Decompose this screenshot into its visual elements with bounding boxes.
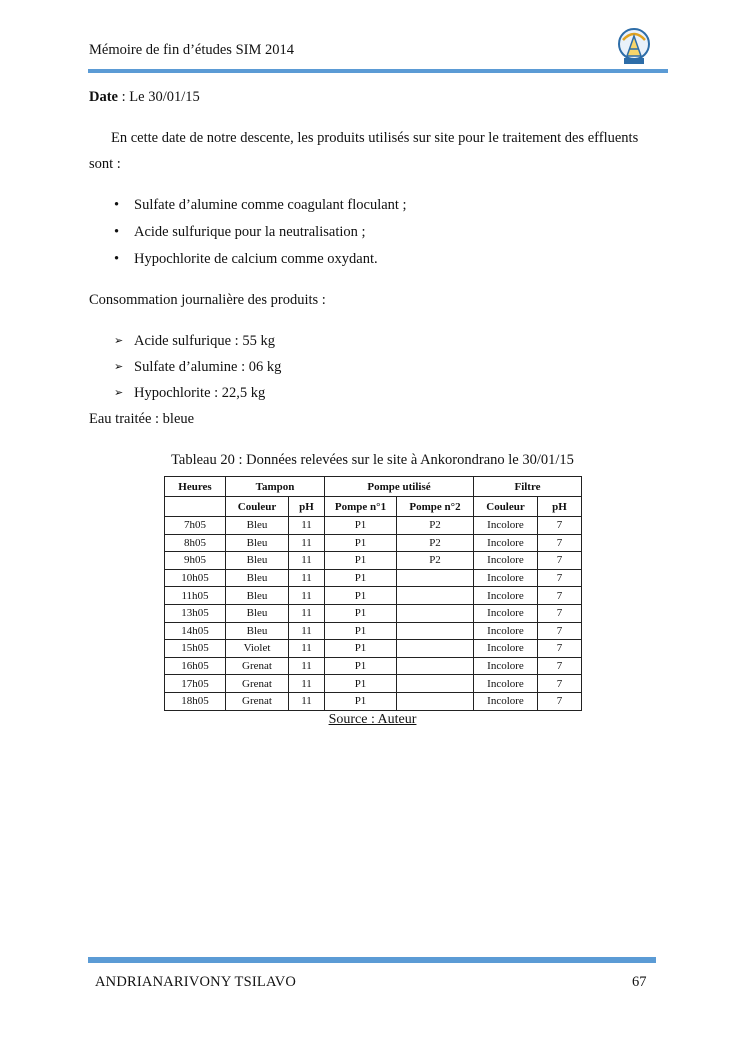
cell-filtre-ph: 7: [538, 692, 582, 710]
table-row: [165, 534, 582, 552]
cell-tampon-ph: 11: [289, 534, 325, 552]
cell-pompe1: P1: [325, 675, 397, 693]
cell-heure: 8h05: [165, 534, 226, 552]
university-crest-icon: [615, 26, 653, 68]
table-row: [165, 675, 582, 693]
product-text: Hypochlorite de calcium comme oxydant.: [134, 251, 378, 267]
intro-line-2: sont :: [89, 156, 121, 172]
cell-pompe2: [397, 622, 474, 640]
header-pompe1: Pompe n°1: [325, 497, 397, 517]
cell-heure: 14h05: [165, 622, 226, 640]
cell-pompe2: [397, 692, 474, 710]
table-row: [165, 692, 582, 710]
cell-tampon-couleur: Grenat: [226, 692, 289, 710]
cell-filtre-couleur: Incolore: [474, 640, 538, 658]
header-filtre-couleur: Couleur: [474, 497, 538, 517]
header-filtre-ph: pH: [538, 497, 582, 517]
cell-pompe1: P1: [325, 657, 397, 675]
cell-heure: 9h05: [165, 552, 226, 570]
cell-tampon-couleur: Grenat: [226, 675, 289, 693]
table-caption-text: Tableau 20 : Données relevées sur le site à Ankorondrano le 30/01/15: [171, 452, 574, 468]
cell-pompe1: P1: [325, 552, 397, 570]
consumption-item: [114, 385, 265, 402]
cell-filtre-couleur: Incolore: [474, 569, 538, 587]
consumption-text: Sulfate d’alumine : 06 kg: [134, 359, 282, 375]
header-heures: Heures: [165, 477, 226, 497]
table-group-header-row: [165, 477, 582, 497]
footer-author: ANDRIANARIVONY TSILAVO: [95, 974, 297, 990]
cell-filtre-ph: 7: [538, 604, 582, 622]
cell-filtre-ph: 7: [538, 569, 582, 587]
header-ph: pH: [289, 497, 325, 517]
cell-heure: 7h05: [165, 517, 226, 535]
bullet-dot-icon: •: [114, 251, 120, 267]
cell-filtre-couleur: Incolore: [474, 604, 538, 622]
cell-filtre-couleur: Incolore: [474, 534, 538, 552]
header-rule: [88, 69, 668, 73]
footer-rule: [88, 957, 656, 963]
cell-heure: 16h05: [165, 657, 226, 675]
date-line: [89, 89, 200, 106]
cell-tampon-couleur: Bleu: [226, 517, 289, 535]
cell-filtre-couleur: Incolore: [474, 657, 538, 675]
table-row: [165, 517, 582, 535]
cell-pompe1: P1: [325, 692, 397, 710]
cell-tampon-ph: 11: [289, 692, 325, 710]
cell-tampon-couleur: Bleu: [226, 534, 289, 552]
cell-tampon-couleur: Grenat: [226, 657, 289, 675]
product-item: [114, 197, 407, 214]
bullet-dot-icon: •: [114, 224, 120, 240]
date-label: Date: [89, 89, 118, 105]
cell-filtre-ph: 7: [538, 552, 582, 570]
consumption-item: [114, 359, 281, 376]
header-empty: [165, 497, 226, 517]
consumption-text: Hypochlorite : 22,5 kg: [134, 385, 266, 401]
cell-pompe1: P1: [325, 517, 397, 535]
cell-heure: 11h05: [165, 587, 226, 605]
cell-pompe2: [397, 587, 474, 605]
cell-pompe2: [397, 569, 474, 587]
cell-tampon-couleur: Violet: [226, 640, 289, 658]
cell-pompe1: P1: [325, 622, 397, 640]
table-row: [165, 640, 582, 658]
cell-tampon-ph: 11: [289, 604, 325, 622]
cell-tampon-ph: 11: [289, 517, 325, 535]
table-row: [165, 657, 582, 675]
table-row: [165, 587, 582, 605]
cell-tampon-couleur: Bleu: [226, 604, 289, 622]
cell-tampon-ph: 11: [289, 640, 325, 658]
cell-tampon-ph: 11: [289, 587, 325, 605]
data-table: [164, 476, 582, 711]
cell-pompe2: [397, 640, 474, 658]
header-pompe: Pompe utilisé: [325, 477, 474, 497]
cell-tampon-couleur: Bleu: [226, 622, 289, 640]
cell-filtre-ph: 7: [538, 675, 582, 693]
cell-filtre-couleur: Incolore: [474, 517, 538, 535]
cell-pompe2: [397, 675, 474, 693]
arrow-bullet-icon: ➢: [114, 387, 124, 399]
cell-filtre-ph: 7: [538, 657, 582, 675]
table-sub-header-row: [165, 497, 582, 517]
cell-heure: 18h05: [165, 692, 226, 710]
cell-heure: 15h05: [165, 640, 226, 658]
cell-heure: 10h05: [165, 569, 226, 587]
consumption-title: Consommation journalière des produits :: [89, 292, 326, 308]
cell-tampon-ph: 11: [289, 675, 325, 693]
bullet-dot-icon: •: [114, 197, 120, 213]
table-source: [0, 712, 745, 728]
intro-line-1: En cette date de notre descente, les produits utilisés sur site pour le traitement des effluents: [111, 130, 639, 146]
cell-pompe2: P2: [397, 552, 474, 570]
table-row: [165, 622, 582, 640]
consumption-text: Acide sulfurique : 55 kg: [134, 333, 275, 349]
cell-pompe1: P1: [325, 640, 397, 658]
arrow-bullet-icon: ➢: [114, 361, 124, 373]
cell-filtre-ph: 7: [538, 534, 582, 552]
product-text: Acide sulfurique pour la neutralisation ;: [134, 224, 366, 240]
header-tampon: Tampon: [226, 477, 325, 497]
table-row: [165, 569, 582, 587]
cell-pompe1: P1: [325, 534, 397, 552]
table-body: [165, 517, 582, 711]
cell-pompe1: P1: [325, 587, 397, 605]
cell-tampon-ph: 11: [289, 552, 325, 570]
cell-pompe2: [397, 657, 474, 675]
cell-pompe2: [397, 604, 474, 622]
page-header-title: Mémoire de fin d’études SIM 2014: [89, 42, 294, 58]
cell-filtre-couleur: Incolore: [474, 552, 538, 570]
table-source-text: Source : Auteur: [328, 712, 417, 727]
cell-filtre-ph: 7: [538, 517, 582, 535]
cell-filtre-couleur: Incolore: [474, 675, 538, 693]
cell-pompe2: P2: [397, 517, 474, 535]
cell-filtre-couleur: Incolore: [474, 692, 538, 710]
water-status: Eau traitée : bleue: [89, 411, 195, 427]
cell-filtre-couleur: Incolore: [474, 622, 538, 640]
table-row: [165, 604, 582, 622]
cell-pompe2: P2: [397, 534, 474, 552]
header-couleur: Couleur: [226, 497, 289, 517]
cell-tampon-ph: 11: [289, 622, 325, 640]
date-value: : Le 30/01/15: [118, 89, 200, 105]
cell-pompe1: P1: [325, 569, 397, 587]
cell-tampon-couleur: Bleu: [226, 552, 289, 570]
cell-filtre-couleur: Incolore: [474, 587, 538, 605]
cell-tampon-ph: 11: [289, 657, 325, 675]
cell-filtre-ph: 7: [538, 622, 582, 640]
cell-tampon-couleur: Bleu: [226, 569, 289, 587]
arrow-bullet-icon: ➢: [114, 335, 124, 347]
page-number: 67: [632, 974, 647, 990]
table-caption: [0, 452, 745, 469]
product-item: [114, 224, 366, 241]
cell-filtre-ph: 7: [538, 640, 582, 658]
consumption-item: [114, 333, 275, 350]
cell-heure: 13h05: [165, 604, 226, 622]
table-row: [165, 552, 582, 570]
product-text: Sulfate d’alumine comme coagulant floculant ;: [134, 197, 407, 213]
header-pompe2: Pompe n°2: [397, 497, 474, 517]
cell-pompe1: P1: [325, 604, 397, 622]
header-filtre: Filtre: [474, 477, 582, 497]
cell-tampon-ph: 11: [289, 569, 325, 587]
product-item: [114, 251, 378, 268]
cell-tampon-couleur: Bleu: [226, 587, 289, 605]
cell-filtre-ph: 7: [538, 587, 582, 605]
cell-heure: 17h05: [165, 675, 226, 693]
